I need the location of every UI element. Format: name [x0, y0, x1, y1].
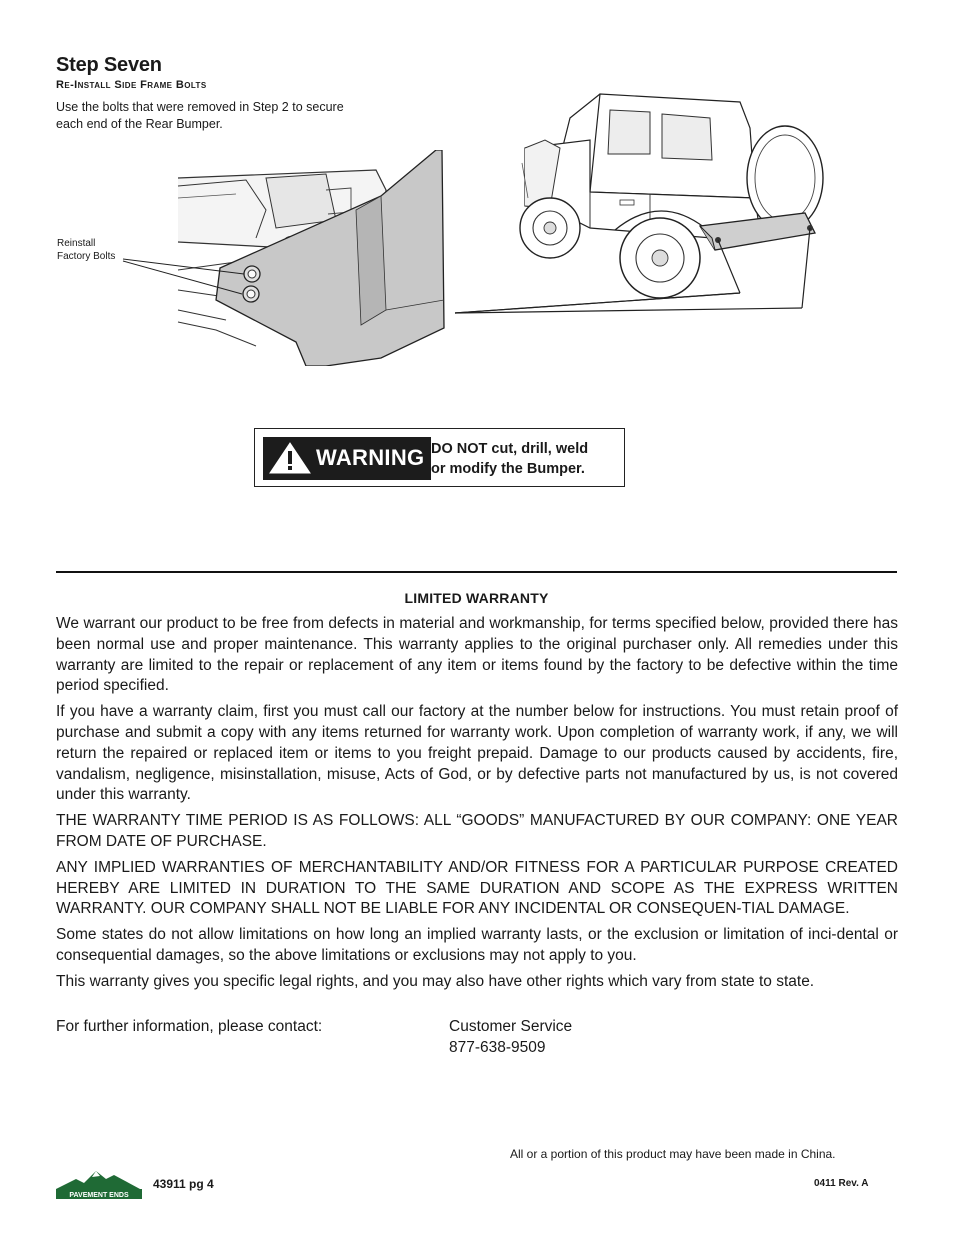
origin-note: All or a portion of this product may have been made in China. [510, 1147, 836, 1161]
contact-name: Customer Service [449, 1018, 573, 1035]
warranty-paragraph: Some states do not allow limitations on how long an implied warranty lasts, or the exclusion or limitation of inci-dental or consequential damages, so the above limitations or exclusions may not apply to you. [56, 926, 898, 964]
page-number: 43911 pg 4 [153, 1177, 214, 1191]
warranty-body [56, 614, 898, 998]
step-title: Step Seven [56, 54, 162, 76]
warning-triangle-icon [268, 441, 312, 475]
warning-box [254, 428, 625, 487]
section-divider [56, 571, 897, 573]
contact-label: For further information, please contact: [56, 1018, 323, 1035]
warning-label: WARNING [316, 445, 425, 470]
logo-text: PAVEMENT ENDS [69, 1192, 129, 1199]
callout-leader-lines [120, 250, 250, 310]
step-instructions: Use the bolts that were removed in Step 2 to secure each end of the Rear Bumper. [56, 100, 344, 131]
warranty-heading: LIMITED WARRANTY [404, 590, 549, 606]
revision-code: 0411 Rev. A [814, 1178, 869, 1189]
warranty-paragraph: This warranty gives you specific legal rights, and you may also have other rights which vary from state to state. [56, 972, 815, 990]
callout-label [57, 237, 115, 263]
warranty-paragraph: We warrant our product to be free from defects in material and workmanship, for terms specified below, provided there has been normal use and proper maintenance. This warranty applies to the original purchaser only. All remedies under this warranty are limited to the repair or replacement of any item or items found by the factory to be defective within the time period specified. [56, 615, 898, 695]
vehicle-rear-bumper-illustration [450, 88, 830, 318]
warning-message [431, 439, 588, 479]
callout-line-2: Factory Bolts [57, 251, 116, 262]
warranty-paragraph: ANY IMPLIED WARRANTIES OF MERCHANTABILITY AND/OR FITNESS FOR A PARTICULAR PURPOSE CREATED HEREBY ARE LIMITED IN DURATION TO THE SAME DURATION AND SCOPE AS THE EXPRESS WRITTEN WARRANTY. OUR COMPANY SHALL NOT BE LIABLE FOR ANY INCIDENTAL OR CONSEQUEN-TIAL DAMAGE. [56, 858, 898, 918]
contact-phone: 877-638-9509 [449, 1039, 546, 1056]
warranty-paragraph: If you have a warranty claim, first you must call our factory at the number below for instructions. You must retain proof of purchase and submit a copy with any items returned for warranty work. Upon completion of warranty work, if any, we will return the repaired or replaced item or items to you freight prepaid. Damage to our products caused by accidents, fire, vandalism, negligence, misinstallation, misuse, Acts of God, or by defective parts not manufactured by us, is not covered under this warranty. [56, 703, 898, 804]
pavement-ends-logo [54, 1167, 144, 1201]
warranty-paragraph: THE WARRANTY TIME PERIOD IS AS FOLLOWS: ALL “GOODS” MANUFACTURED BY OUR COMPANY: ONE YEAR FROM DATE OF PURCHASE. [56, 812, 898, 850]
step-subtitle: Re-Install Side Frame Bolts [56, 79, 207, 91]
callout-line-1: Reinstall [57, 238, 96, 249]
warning-label-panel [263, 437, 431, 480]
warning-line-2: or modify the Bumper. [431, 461, 585, 477]
warning-line-1: DO NOT cut, drill, weld [431, 441, 589, 457]
